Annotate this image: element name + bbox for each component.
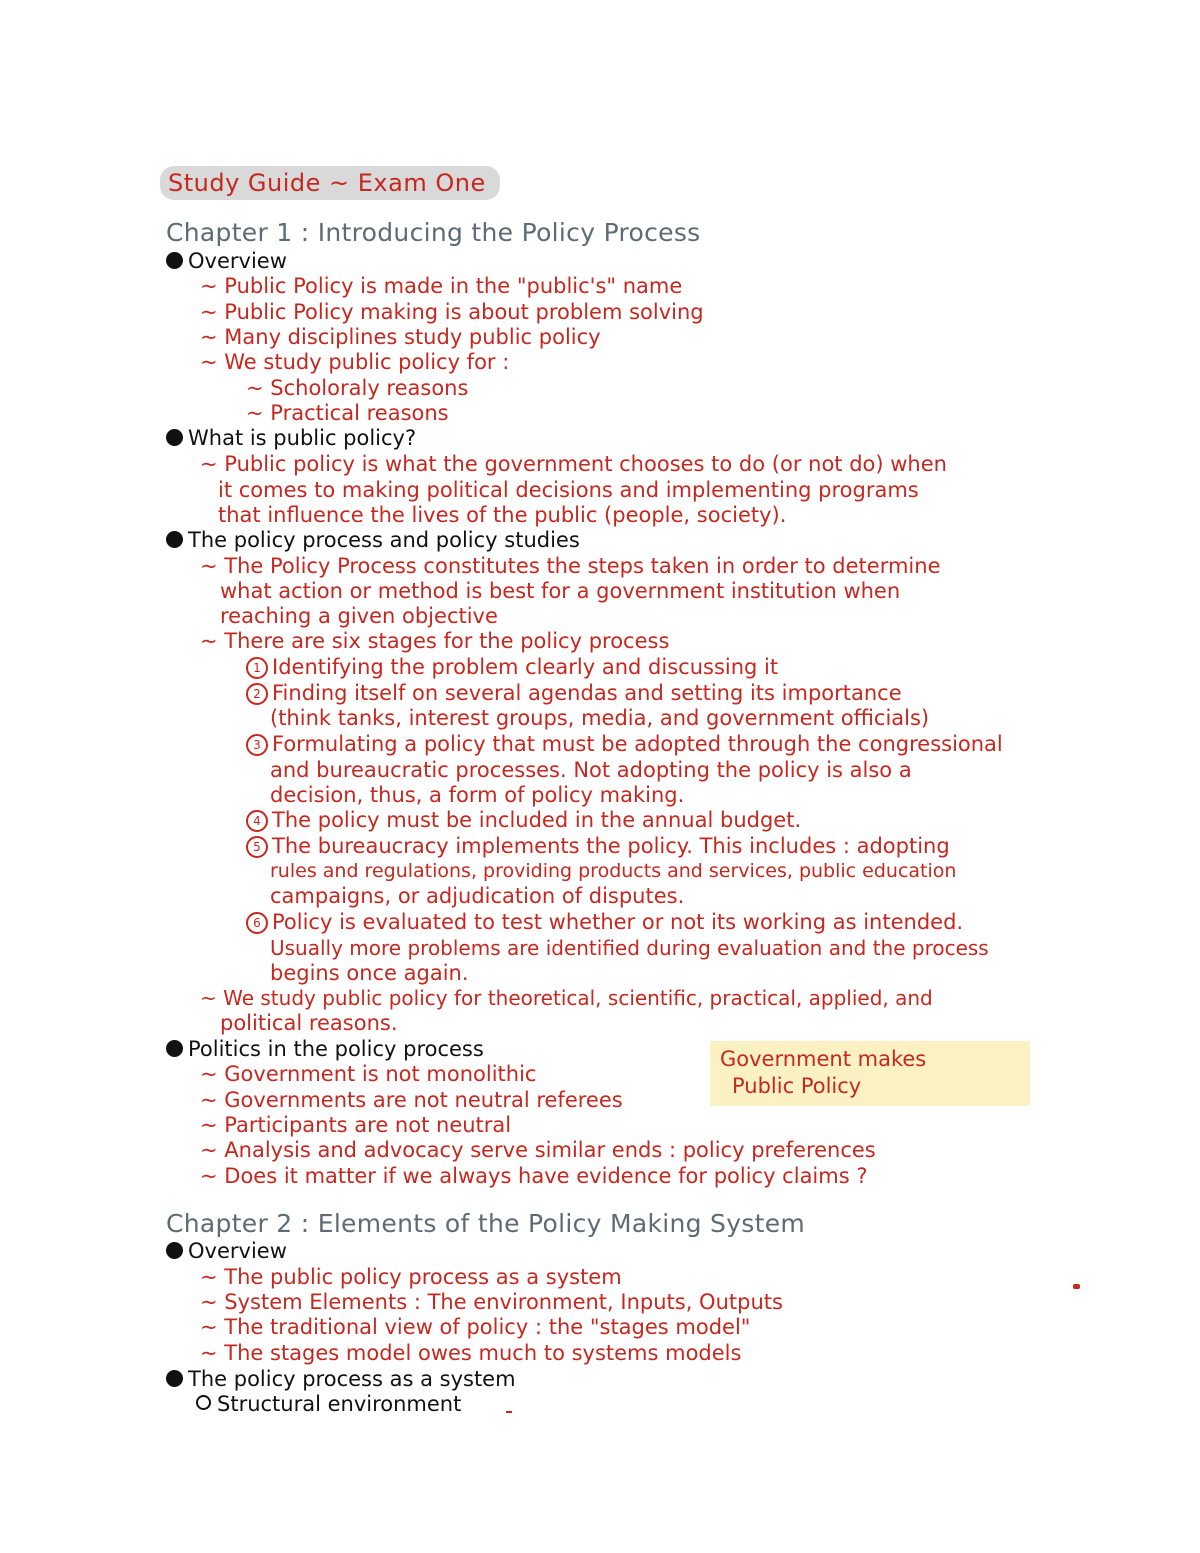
stage-5 (246, 833, 950, 859)
stage-text: The policy must be included in the annual budget. (272, 808, 802, 832)
list-item: ~ Many disciplines study public policy (200, 325, 601, 349)
ink-dot (1073, 1284, 1080, 1289)
stage-3 (246, 731, 1003, 757)
stage-number-3: 3 (246, 734, 268, 756)
stage-number-5: 5 (246, 836, 268, 858)
what-is-label: What is public policy? (188, 426, 417, 450)
title-highlight (160, 166, 500, 200)
system-heading (166, 1366, 516, 1392)
stage-text: decision, thus, a form of policy making. (270, 783, 685, 807)
list-item: ~ The public policy process as a system (200, 1265, 622, 1289)
politics-label: Politics in the policy process (188, 1037, 484, 1061)
bullet-icon (166, 1242, 183, 1259)
what-is-heading (166, 425, 416, 451)
bullet-icon (166, 531, 183, 548)
chapter-1-heading: Chapter 1 : Introducing the Policy Process (166, 218, 701, 247)
overview-label: Overview (188, 249, 287, 273)
process-closing-line: political reasons. (220, 1011, 398, 1035)
stage-number-2: 2 (246, 683, 268, 705)
stage-number-4: 4 (246, 810, 268, 832)
list-item: ~ Public Policy making is about problem solving (200, 300, 704, 324)
stage-1 (246, 654, 778, 680)
stage-text: Policy is evaluated to test whether or not its working as intended. (272, 910, 964, 934)
stage-text: and bureaucratic processes. Not adopting the policy is also a (270, 758, 912, 782)
process-line: reaching a given objective (220, 604, 498, 628)
overview-heading (166, 1238, 287, 1264)
bullet-icon (166, 252, 183, 269)
system-label: The policy process as a system (188, 1367, 516, 1391)
stage-text: Identifying the problem clearly and discussing it (272, 655, 779, 679)
page-title: Study Guide ~ Exam One (168, 169, 486, 197)
bullet-icon (166, 1040, 183, 1057)
list-item: ~ Participants are not neutral (200, 1113, 512, 1137)
stage-text: campaigns, or adjudication of disputes. (270, 884, 685, 908)
process-line: ~ There are six stages for the policy process (200, 629, 670, 653)
ink-dash (506, 1411, 512, 1413)
stage-text: (think tanks, interest groups, media, and government officials) (270, 706, 930, 730)
process-line: what action or method is best for a government institution when (220, 579, 901, 603)
politics-heading (166, 1036, 484, 1062)
bullet-icon (166, 1370, 183, 1387)
chapter-2-heading: Chapter 2 : Elements of the Policy Making System (166, 1209, 806, 1238)
stage-number-6: 6 (246, 912, 268, 934)
definition-line: that influence the lives of the public (people, society). (218, 503, 787, 527)
overview-heading (166, 248, 287, 274)
list-item: ~ System Elements : The environment, Inputs, Outputs (200, 1290, 783, 1314)
list-item: ~ Does it matter if we always have evidence for policy claims ? (200, 1164, 868, 1188)
overview-label: Overview (188, 1239, 287, 1263)
hollow-bullet-icon (196, 1395, 211, 1410)
stage-6 (246, 909, 963, 935)
list-item: ~ Public Policy is made in the "public's" name (200, 274, 683, 298)
list-item: ~ Government is not monolithic (200, 1062, 537, 1086)
definition-line: ~ Public policy is what the government chooses to do (or not do) when (200, 452, 947, 476)
list-item: ~ Governments are not neutral referees (200, 1088, 623, 1112)
stage-text: rules and regulations, providing products and services, public education (270, 860, 957, 882)
sticky-note-line: Government makes (720, 1047, 927, 1071)
list-item: ~ Analysis and advocacy serve similar ends : policy preferences (200, 1138, 876, 1162)
stage-number-1: 1 (246, 657, 268, 679)
system-subitem-label: Structural environment (217, 1392, 462, 1416)
list-item: ~ The traditional view of policy : the "stages model" (200, 1315, 751, 1339)
stage-4 (246, 807, 801, 833)
process-heading (166, 527, 580, 553)
list-item: ~ Practical reasons (246, 401, 449, 425)
process-closing-line: ~ We study public policy for theoretical, scientific, practical, applied, and (200, 986, 933, 1010)
list-item: ~ We study public policy for : (200, 350, 510, 374)
process-label: The policy process and policy studies (188, 528, 580, 552)
process-line: ~ The Policy Process constitutes the steps taken in order to determine (200, 554, 941, 578)
list-item: ~ The stages model owes much to systems models (200, 1341, 742, 1365)
stage-text: begins once again. (270, 961, 469, 985)
definition-line: it comes to making political decisions and implementing programs (218, 478, 919, 502)
system-subitem (196, 1391, 461, 1417)
stage-2 (246, 680, 902, 706)
sticky-note-line: Public Policy (732, 1074, 862, 1098)
bullet-icon (166, 429, 183, 446)
stage-text: Usually more problems are identified during evaluation and the process (270, 936, 989, 960)
stage-text: Formulating a policy that must be adopted through the congressional (272, 732, 1003, 756)
stage-text: Finding itself on several agendas and setting its importance (272, 681, 902, 705)
sticky-note (710, 1041, 1030, 1106)
list-item: ~ Scholoraly reasons (246, 376, 469, 400)
stage-text: The bureaucracy implements the policy. This includes : adopting (272, 834, 950, 858)
